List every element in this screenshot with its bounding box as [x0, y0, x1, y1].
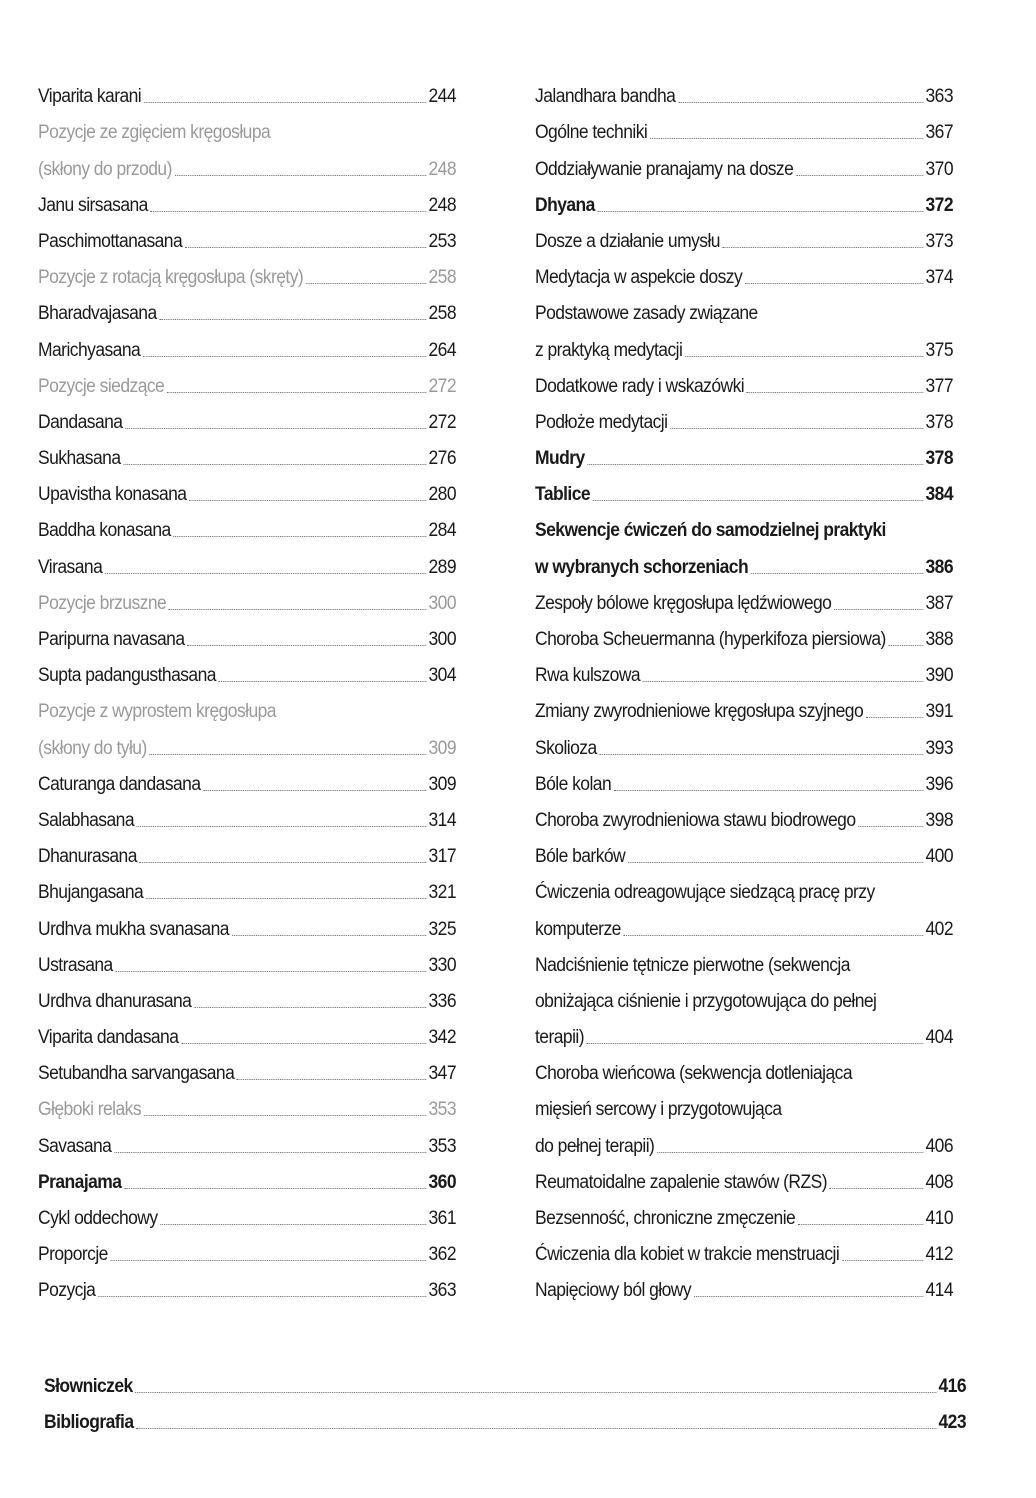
toc-entry [38, 721, 456, 757]
dot-leader [628, 861, 924, 863]
toc-entry-title: Tablice [535, 484, 591, 506]
toc-entry-page: 258 [428, 303, 457, 325]
toc-entry-title: Pozycje z wyprostem kręgosłupa [38, 701, 276, 723]
toc-entry [38, 1192, 456, 1228]
toc-entry-title: Bharadvajasana [38, 303, 157, 325]
toc-entry [535, 504, 953, 540]
toc-entry-page: 404 [925, 1027, 954, 1049]
toc-entry-title: Proporcje [38, 1244, 108, 1266]
toc-entry [535, 1264, 953, 1300]
toc-entry-page: 398 [925, 809, 954, 831]
toc-entry [38, 360, 456, 396]
toc-entry-title: Napięciowy ból głowy [535, 1280, 692, 1302]
dot-leader [877, 898, 951, 899]
toc-entry [535, 1083, 953, 1119]
toc-entry-title: Głęboki relaks [38, 1099, 142, 1121]
toc-entry-page: 400 [925, 846, 954, 868]
toc-entry [535, 179, 953, 215]
toc-entry-page: 373 [925, 230, 954, 252]
toc-entry-title: Upavistha konasana [38, 484, 187, 506]
toc-entry [535, 1011, 953, 1047]
dot-leader [624, 934, 924, 936]
dot-leader [111, 1259, 427, 1261]
toc-entry [535, 106, 953, 142]
toc-entry [535, 902, 953, 938]
dot-leader [599, 753, 923, 755]
toc-entry-page: 253 [428, 230, 457, 252]
toc-entry-page: 353 [428, 1099, 457, 1121]
toc-entry-title: Janu sirsasana [38, 194, 148, 216]
toc-entry [535, 251, 953, 287]
dot-leader [140, 861, 427, 863]
toc-entry-title: Ćwiczenia odreagowujące siedzącą pracę przy [535, 882, 875, 904]
toc-entry-title: Caturanga dandasana [38, 773, 201, 795]
toc-entry-title: Viparita dandasana [38, 1027, 179, 1049]
dot-leader [135, 1391, 936, 1393]
toc-entry-title: Pozycje z rotacją kręgosłupa (skręty) [38, 267, 304, 289]
toc-entry-page: 375 [925, 339, 954, 361]
dot-leader [747, 391, 924, 393]
toc-entry-title: do pełnej terapii) [535, 1135, 655, 1157]
dot-leader [685, 355, 924, 357]
dot-leader [678, 101, 924, 103]
toc-entry [535, 540, 953, 576]
toc-entry-page: 300 [428, 592, 457, 614]
toc-entry-title: Dodatkowe rady i wskazówki [535, 375, 745, 397]
toc-entry-page: 361 [428, 1208, 457, 1229]
toc-entry [535, 613, 953, 649]
toc-entry-page: 276 [428, 448, 457, 470]
dot-leader [187, 644, 426, 646]
toc-entry-title: Pozycje ze zgięciem kręgosłupa [38, 122, 271, 144]
toc-entry-page: 388 [925, 629, 954, 650]
toc-entry [38, 432, 456, 468]
toc-entry-title: Sekwencje ćwiczeń do samodzielnej praktyki [535, 520, 886, 542]
dot-leader [144, 101, 427, 103]
dot-leader [587, 1042, 924, 1044]
dot-leader [587, 463, 923, 465]
toc-entry [38, 830, 456, 866]
toc-entry [535, 866, 953, 902]
toc-entry [38, 1011, 456, 1047]
toc-entry [535, 939, 953, 975]
toc-entry [38, 142, 456, 178]
toc-entry-title: Salabhasana [38, 809, 134, 831]
toc-entry [38, 215, 456, 251]
toc-entry-title: mięsień sercowy i przygotowująca [535, 1099, 782, 1121]
toc-entry [535, 1119, 953, 1155]
toc-entry-title: Zmiany zwyrodnieniowe kręgosłupa szyjnego [535, 701, 864, 723]
dot-leader [123, 463, 426, 465]
toc-entry [38, 70, 456, 106]
toc-entry [38, 287, 456, 323]
dot-leader [151, 210, 427, 212]
dot-leader [830, 1187, 924, 1189]
dot-leader [723, 246, 924, 248]
dot-leader [593, 499, 924, 501]
dot-leader [124, 1187, 426, 1189]
toc-entry-title: komputerze [535, 918, 621, 940]
toc-entry-title: Pozycja [38, 1280, 96, 1302]
toc-entry [38, 1228, 456, 1264]
toc-entry-title: Cykl oddechowy [38, 1208, 158, 1229]
toc-entry-title: (skłony do przodu) [38, 158, 172, 180]
toc-entry [535, 975, 953, 1011]
dot-leader [232, 934, 427, 936]
dot-leader [598, 210, 924, 212]
toc-entry-page: 384 [925, 484, 954, 506]
toc-entry-page: 378 [925, 411, 954, 433]
toc-entry-title: Jalandhara bandha [535, 86, 676, 108]
toc-entry-page: 416 [938, 1376, 967, 1398]
dot-leader [115, 970, 426, 972]
toc-entry-page: 244 [428, 86, 457, 108]
dot-leader [143, 355, 427, 357]
toc-entry-title: Podstawowe zasady związane [535, 303, 758, 325]
toc-entry [535, 721, 953, 757]
toc-entry-page: 284 [428, 520, 457, 542]
toc-entry [38, 649, 456, 685]
toc-entry-page: 367 [925, 122, 954, 144]
toc-entry-page: 330 [428, 954, 457, 976]
toc-entry-page: 386 [925, 556, 954, 578]
toc-entry-page: 336 [428, 990, 457, 1012]
toc-entry [535, 649, 953, 685]
toc-entry-title: Dosze a działanie umysłu [535, 230, 720, 252]
dot-leader [751, 572, 924, 574]
toc-entry-title: w wybranych schorzeniach [535, 556, 749, 578]
toc-entry-page: 391 [925, 701, 954, 723]
toc-entry [38, 975, 456, 1011]
dot-leader [866, 716, 924, 718]
toc-entry-page: 412 [925, 1244, 954, 1266]
dot-leader [614, 789, 924, 791]
dot-leader [137, 825, 427, 827]
toc-entry [535, 577, 953, 613]
toc-entry-title: Pozycje brzuszne [38, 592, 167, 614]
dot-leader [185, 246, 427, 248]
toc-entry-title: Supta padangusthasana [38, 665, 216, 687]
toc-entry-page: 309 [428, 737, 457, 759]
toc-entry-title: Bóle barków [535, 846, 626, 868]
toc-entry-page: 289 [428, 556, 457, 578]
toc-entry [38, 685, 456, 721]
toc-entry-title: Paschimottanasana [38, 230, 183, 252]
dot-leader [834, 608, 924, 610]
toc-entry [535, 1228, 953, 1264]
dot-leader [855, 1079, 951, 1080]
dot-leader [237, 1078, 427, 1080]
toc-entry-title: Pozycje siedzące [38, 375, 165, 397]
toc-entry [535, 685, 953, 721]
toc-entry [535, 830, 953, 866]
toc-entry [535, 323, 953, 359]
toc-entry-title: Pranajama [38, 1171, 122, 1193]
toc-entry-title: Dhanurasana [38, 846, 137, 868]
toc-entry-title: Sukhasana [38, 448, 121, 470]
dot-leader [146, 897, 427, 899]
dot-leader [105, 572, 427, 574]
toc-entry-page: 408 [925, 1171, 954, 1193]
dot-leader [203, 789, 426, 791]
toc-entry-page: 362 [428, 1244, 457, 1266]
dot-leader [167, 391, 427, 393]
toc-entry-page: 264 [428, 339, 457, 361]
toc-entry [535, 287, 953, 323]
dot-leader [114, 1151, 427, 1153]
dot-leader [842, 1259, 924, 1261]
toc-entry [38, 1047, 456, 1083]
toc-entry-title: Ustrasana [38, 954, 113, 976]
toc-entry [38, 1156, 456, 1192]
toc-entry-title: Rwa kulszowa [535, 665, 641, 687]
dot-leader [853, 971, 951, 972]
toc-entry-title: Bhujangasana [38, 882, 144, 904]
toc-entry-page: 396 [925, 773, 954, 795]
toc-entry-page: 321 [428, 882, 457, 904]
toc-entry-title: Medytacja w aspekcie doszy [535, 267, 743, 289]
dot-leader [98, 1295, 427, 1297]
toc-entry-page: 272 [428, 375, 457, 397]
toc-entry [535, 758, 953, 794]
toc-entry-title: Choroba Scheuermanna (hyperkifoza piersiowa) [535, 629, 886, 650]
toc-entry-title: Viparita karani [38, 86, 142, 108]
toc-entry-page: 372 [925, 194, 954, 216]
toc-left-column [38, 70, 456, 1300]
dot-leader [149, 753, 426, 755]
toc-entry-page: 393 [925, 737, 954, 759]
dot-leader [745, 282, 924, 284]
toc-entry-page: 300 [428, 629, 457, 650]
toc-entry-page: 423 [938, 1412, 967, 1434]
toc-entry-page: 353 [428, 1135, 457, 1157]
toc-entry [38, 179, 456, 215]
toc-entry-page: 360 [428, 1171, 457, 1193]
dot-leader [279, 717, 454, 718]
toc-entry [38, 1119, 456, 1155]
toc-entry [38, 939, 456, 975]
toc-entry-page: 347 [428, 1063, 457, 1085]
toc-entry-page: 410 [925, 1208, 954, 1229]
toc-entry [535, 432, 953, 468]
toc-entry-page: 304 [428, 665, 457, 687]
toc-entry-page: 390 [925, 665, 954, 687]
toc-entry-title: terapii) [535, 1027, 585, 1049]
dot-leader [643, 680, 924, 682]
dot-leader [798, 1223, 924, 1225]
toc-entry-title: Oddziaływanie pranajamy na dosze [535, 158, 794, 180]
toc-entry [535, 70, 953, 106]
toc-entry [38, 758, 456, 794]
dot-leader [657, 1151, 924, 1153]
dot-leader [879, 1007, 951, 1008]
dot-leader [219, 680, 427, 682]
toc-entry [535, 794, 953, 830]
dot-leader [181, 1042, 427, 1044]
toc-entry-title: Ćwiczenia dla kobiet w trakcie menstruacji [535, 1244, 840, 1266]
toc-entry-title: Reumatoidalne zapalenie stawów (RZS) [535, 1171, 828, 1193]
toc-entry-page: 342 [428, 1027, 457, 1049]
dot-leader [175, 174, 427, 176]
dot-leader [650, 137, 924, 139]
toc-entry-title: Savasana [38, 1135, 112, 1157]
dot-leader [144, 1114, 427, 1116]
toc-entry [38, 106, 456, 142]
toc-entry [535, 396, 953, 432]
toc-entry-title: Bezsenność, chroniczne zmęczenie [535, 1208, 796, 1229]
dot-leader [796, 174, 924, 176]
toc-entry-page: 272 [428, 411, 457, 433]
toc-entry-page: 309 [428, 773, 457, 795]
dot-leader [160, 1223, 426, 1225]
toc-entry-title: z praktyką medytacji [535, 339, 683, 361]
toc-entry-page: 402 [925, 918, 954, 940]
toc-entry-title: obniżająca ciśnienie i przygotowująca do pełnej [535, 990, 877, 1012]
toc-entry-page: 258 [428, 267, 457, 289]
toc-entry-page: 378 [925, 448, 954, 470]
dot-leader [670, 427, 923, 429]
toc-entry [38, 468, 456, 504]
toc-entry-title: Nadciśnienie tętnicze pierwotne (sekwencja [535, 954, 850, 976]
toc-entry-title: Podłoże medytacji [535, 411, 668, 433]
toc-entry-title: Dhyana [535, 194, 595, 216]
dot-leader [761, 319, 952, 320]
toc-entry [38, 794, 456, 830]
toc-entry-page: 377 [925, 375, 954, 397]
dot-leader [858, 825, 923, 827]
toc-entry [535, 1156, 953, 1192]
toc-entry-page: 387 [925, 592, 954, 614]
toc-entry [44, 1396, 966, 1432]
toc-entry [44, 1360, 966, 1396]
toc-right-column [535, 70, 953, 1300]
toc-entry-page: 406 [925, 1135, 954, 1157]
toc-entry-title: Setubandha sarvangasana [38, 1063, 235, 1085]
toc-entry-page: 414 [925, 1280, 954, 1302]
toc-entry-page: 363 [925, 86, 954, 108]
dot-leader [273, 138, 454, 139]
toc-entry [535, 1192, 953, 1228]
dot-leader [189, 499, 426, 501]
dot-leader [694, 1295, 924, 1297]
toc-entry-title: (skłony do tyłu) [38, 737, 147, 759]
toc-entry-page: 363 [428, 1280, 457, 1302]
toc-entry-page: 248 [428, 194, 457, 216]
toc-entry-title: Urdhva mukha svanasana [38, 918, 229, 940]
toc-entry-page: 280 [428, 484, 457, 506]
toc-entry-page: 370 [925, 158, 954, 180]
dot-leader [784, 1115, 951, 1116]
toc-entry-title: Choroba zwyrodnieniowa stawu biodrowego [535, 809, 856, 831]
toc-entry-title: Skolioza [535, 737, 597, 759]
dot-leader [889, 536, 952, 537]
dot-leader [159, 318, 426, 320]
toc-entry-title: Urdhva dhanurasana [38, 990, 192, 1012]
dot-leader [136, 1427, 936, 1429]
toc-entry-page: 374 [925, 267, 954, 289]
toc-entry-title: Zespoły bólowe kręgosłupa lędźwiowego [535, 592, 832, 614]
toc-entry-title: Dandasana [38, 411, 123, 433]
dot-leader [194, 1006, 427, 1008]
toc-entry [38, 1083, 456, 1119]
toc-entry-title: Choroba wieńcowa (sekwencja dotleniająca [535, 1063, 853, 1085]
toc-entry [38, 323, 456, 359]
toc-entry [38, 613, 456, 649]
toc-entry-title: Bibliografia [44, 1412, 134, 1434]
toc-entry [38, 866, 456, 902]
toc-entry-title: Virasana [38, 556, 103, 578]
toc-entry-title: Ogólne techniki [535, 122, 648, 144]
toc-entry [535, 360, 953, 396]
toc-bottom-entries [44, 1360, 966, 1432]
toc-entry [535, 468, 953, 504]
toc-entry-title: Bóle kolan [535, 773, 612, 795]
toc-entry-title: Marichyasana [38, 339, 141, 361]
toc-entry [38, 902, 456, 938]
toc-entry [535, 142, 953, 178]
dot-leader [169, 608, 427, 610]
toc-entry [535, 1047, 953, 1083]
dot-leader [889, 644, 924, 646]
toc-entry [38, 396, 456, 432]
toc-entry-page: 248 [428, 158, 457, 180]
toc-entry [535, 215, 953, 251]
dot-leader [173, 535, 426, 537]
toc-entry-page: 325 [428, 918, 457, 940]
dot-leader [306, 282, 427, 284]
toc-entry-title: Baddha konasana [38, 520, 171, 542]
toc-entry [38, 1264, 456, 1300]
toc-entry-page: 314 [428, 809, 457, 831]
toc-entry-title: Słowniczek [44, 1376, 133, 1398]
toc-entry [38, 577, 456, 613]
toc-entry [38, 251, 456, 287]
toc-entry [38, 540, 456, 576]
toc-entry-title: Mudry [535, 448, 585, 470]
dot-leader [125, 427, 426, 429]
toc-entry [38, 504, 456, 540]
toc-entry-page: 317 [428, 846, 457, 868]
toc-entry-title: Paripurna navasana [38, 629, 185, 650]
